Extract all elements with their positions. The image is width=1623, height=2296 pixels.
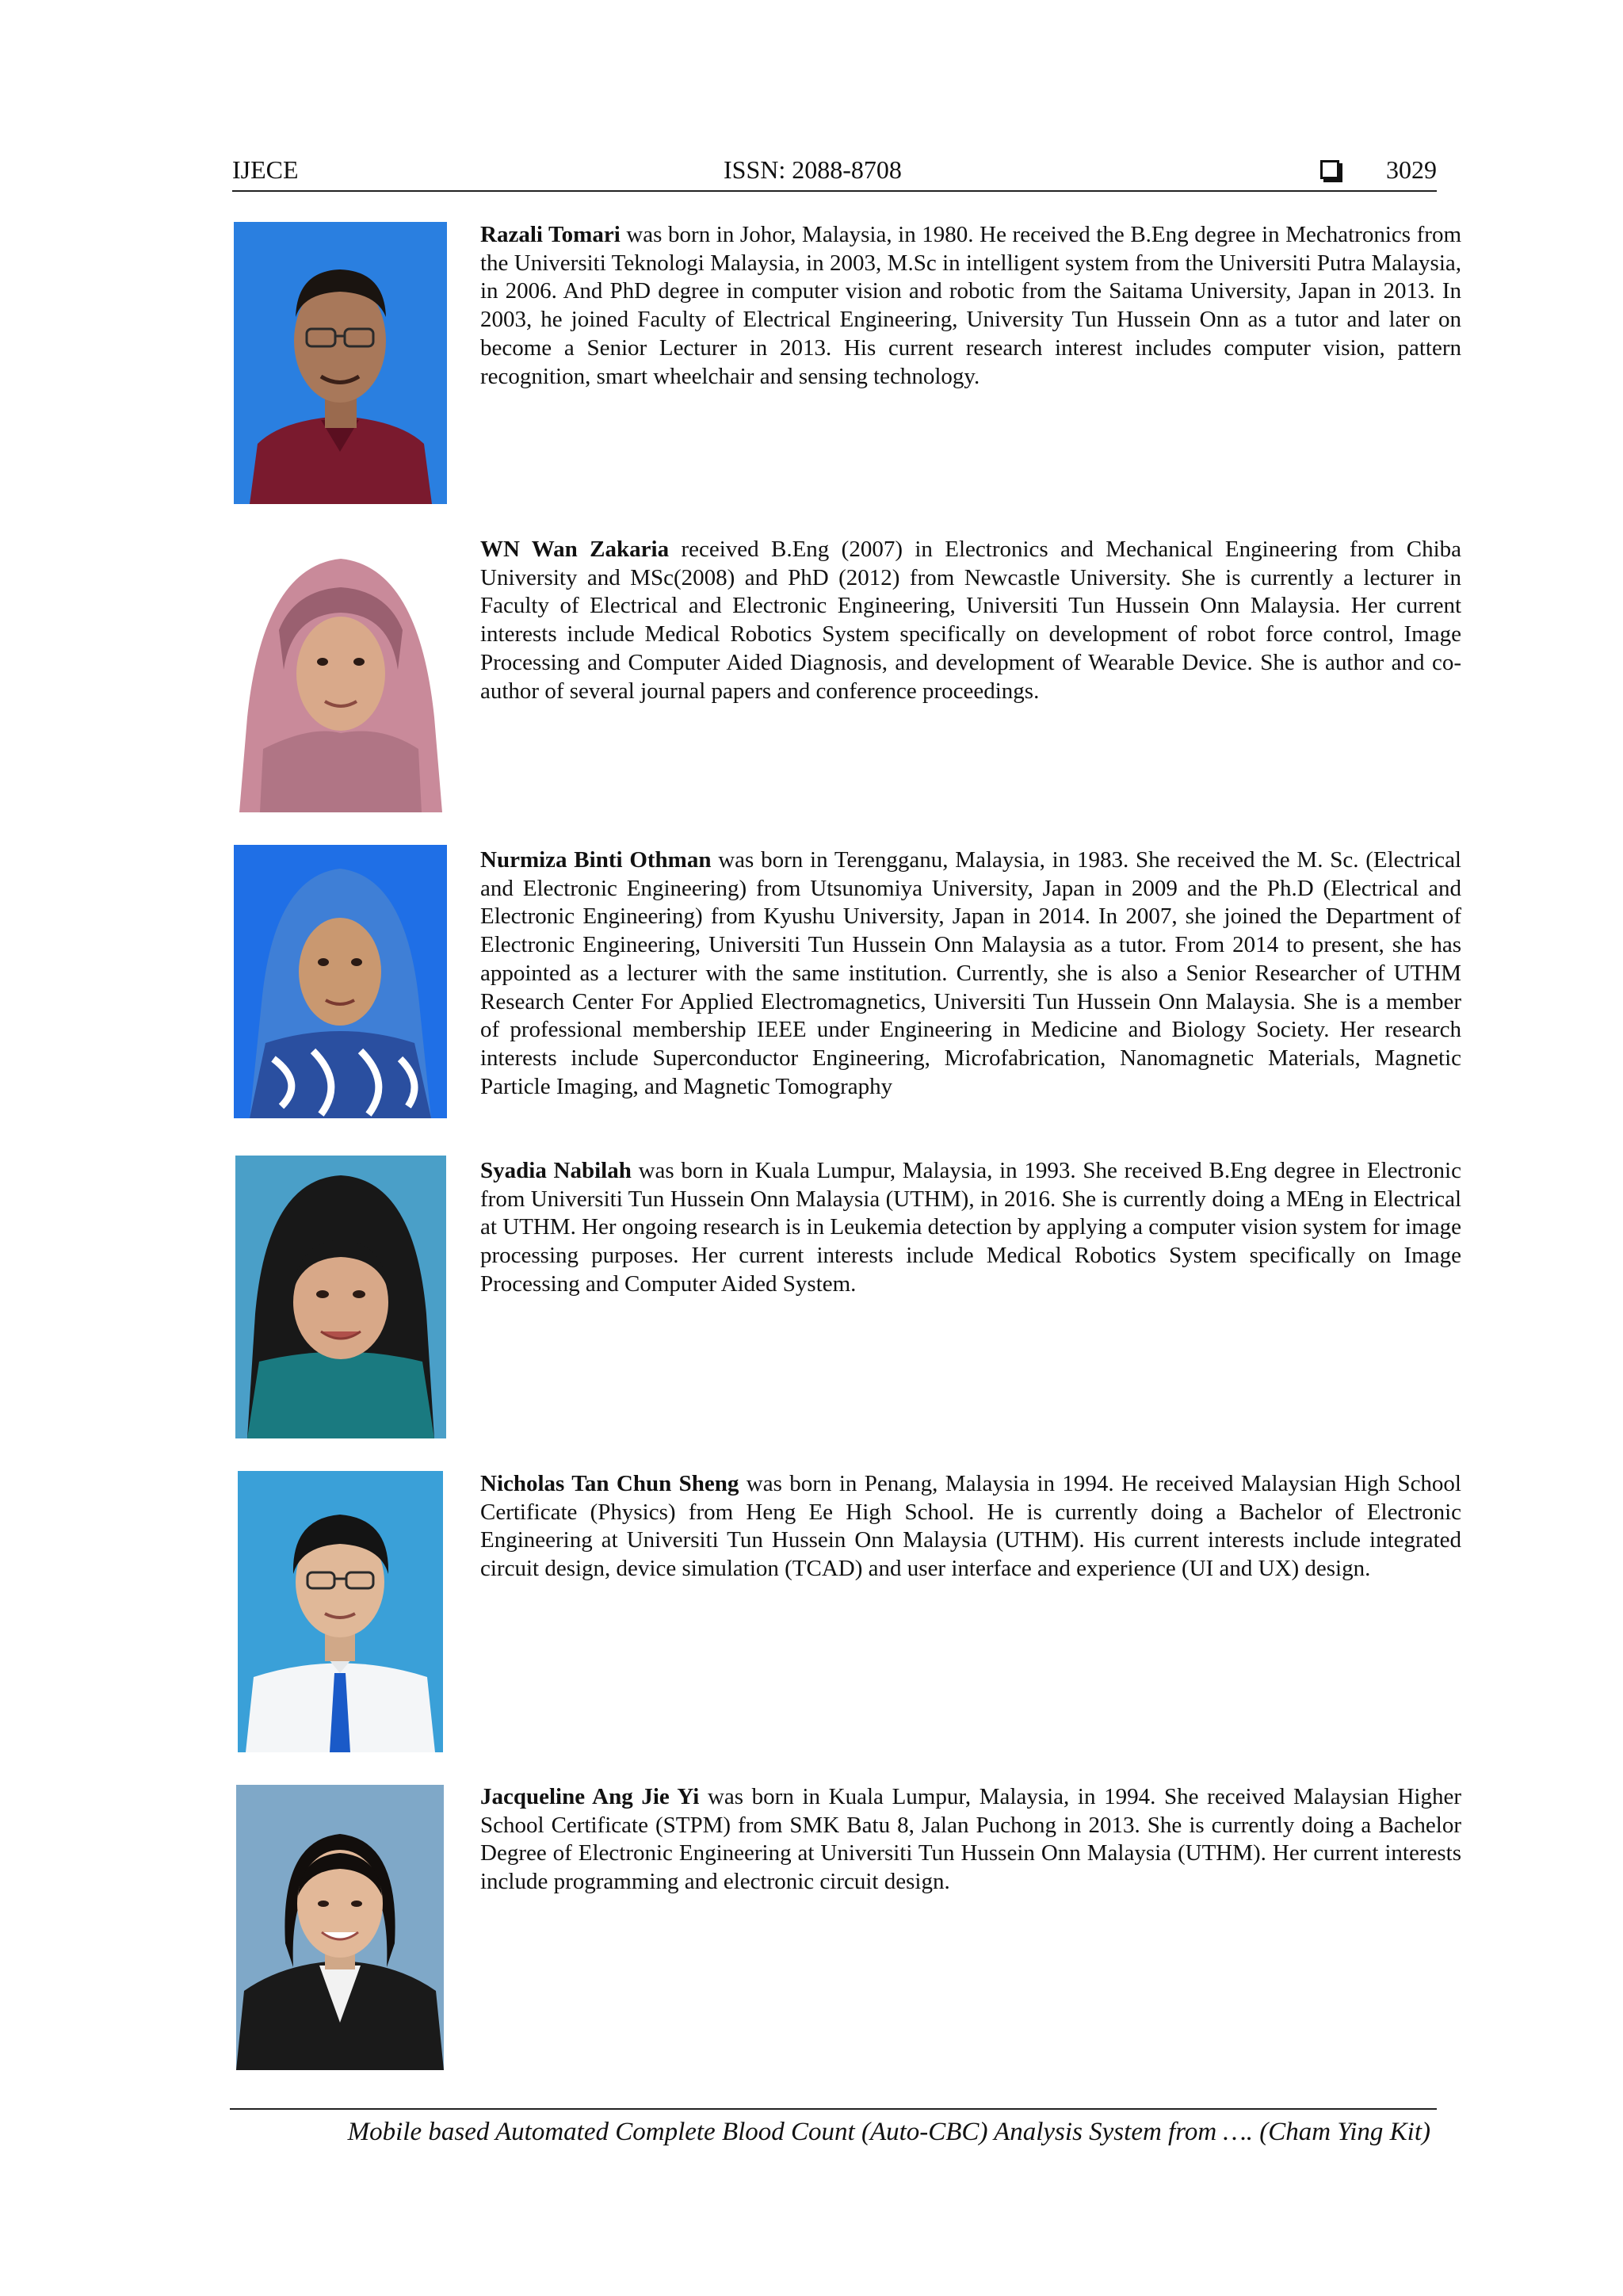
bio-body: was born in Johor, Malaysia, in 1980. He received the B.Eng degree in Mechatronics from the Universiti Teknologi Malaysia, in 2003, M.Sc in intelligent system from the Universiti Putra Malaysia, in 2006. And PhD degree in computer vision and robotic from the Saitama University, Japan in 2013. In 2003, he joined Faculty of Electrical Engineering, University Tun Hussein Onn as a tutor and later on become a Senior Lecturer in 2013. His current research interest includes computer vision, pattern recognition, smart wheelchair and sensing technology. [480,222,1462,389]
bio-text [480,1783,1461,1897]
page-header [232,155,1437,192]
bio-body: was born in Kuala Lumpur, Malaysia, in 1993. She received B.Eng degree in Electronic from Universiti Tun Hussein Onn Malaysia (UTHM), in 2016. She is currently doing a MEng in Electrical at UTHM. Her ongoing research is in Leukemia detection by applying a computer vision system for image processing purposes. Her current interests include Medical Robotics System specifically on Image Processing and Computer Aided System. [480,1158,1461,1297]
page-number: 3029 [1386,155,1437,184]
author-photo [234,222,447,504]
page-footer [230,2108,1437,2146]
bio-text [480,221,1461,391]
author-name: Razali Tomari [480,222,621,247]
author-name: Nurmiza Binti Othman [480,847,712,873]
author-name: Jacqueline Ang Jie Yi [480,1784,700,1809]
bio-body: was born in Kuala Lumpur, Malaysia, in 1994. She received Malaysian Higher School Certificate (STPM) from SMK Batu 8, Jalan Puchong in 2013. She is currently doing a Bachelor Degree of Electronic Engineering at Universiti Tun Hussein Onn Malaysia (UTHM). Her current interests include programming and electronic circuit design. [480,1784,1461,1895]
footer-caption: Mobile based Automated Complete Blood Count (Auto-CBC) Analysis System from …. (Cham Ying Kit) [347,2118,1430,2146]
issn: ISSN: 2088-8708 [724,155,902,184]
author-photo [238,1471,443,1752]
author-photo [235,1156,446,1438]
author-name: Syadia Nabilah [480,1158,632,1183]
bio-text [480,846,1461,1101]
bio-body: was born in Terengganu, Malaysia, in 1983. She received the M. Sc. (Electrical and Electronic Engineering) from Utsunomiya University, Japan in 2009 and the Ph.D (Electrical and Electronic Engineering) from Kyushu University, Japan in 2014. In 2007, she joined the Department of Electronic Engineering, Universiti Tun Hussein Onn Malaysia as a tutor. From 2014 to present, she has appointed as a lecturer with the same institution. Currently, she is also a Senior Researcher of UTHM Research Center For Applied Electromagnetics, Universiti Tun Hussein Onn Malaysia. She is a member of professional membership IEEE under Engineering in Medicine and Biology Society. Her research interests include Superconductor Engineering, Microfabrication, Nanomagnetic Materials, Magnetic Particle Imaging, and Magnetic Tomography [480,847,1461,1099]
author-name: WN Wan Zakaria [480,537,670,562]
bio-text [480,1157,1461,1299]
journal-name: IJECE [232,155,299,184]
author-name: Nicholas Tan Chun Sheng [480,1471,739,1496]
bio-text [480,536,1461,705]
bio-body: received B.Eng (2007) in Electronics and Mechanical Engineering from Chiba University and MSc(2008) and PhD (2012) from Newcastle University. She is currently a lecturer in Faculty of Electrical and Electronic Engineering, Universiti Tun Hussein Onn Malaysia. Her current interests include Medical Robotics System specifically on development of robot force control, Image Processing and Computer Aided Diagnosis, and development of Wearable Device. She is author and co-author of several journal papers and conference proceedings. [480,537,1461,704]
bio-body: was born in Penang, Malaysia in 1994. He received Malaysian High School Certificate (Physics) from Heng Ee High School. He is currently doing a Bachelor of Electronic Engineering at Universiti Tun Hussein Onn Malaysia (UTHM). His current interests include integrated circuit design, device simulation (TCAD) and user interface and experience (UI and UX) design. [480,1471,1461,1582]
author-photo [231,535,450,812]
author-photo [236,1785,444,2070]
bio-text [480,1470,1461,1584]
author-photo [234,845,447,1118]
box-icon [1320,160,1339,179]
